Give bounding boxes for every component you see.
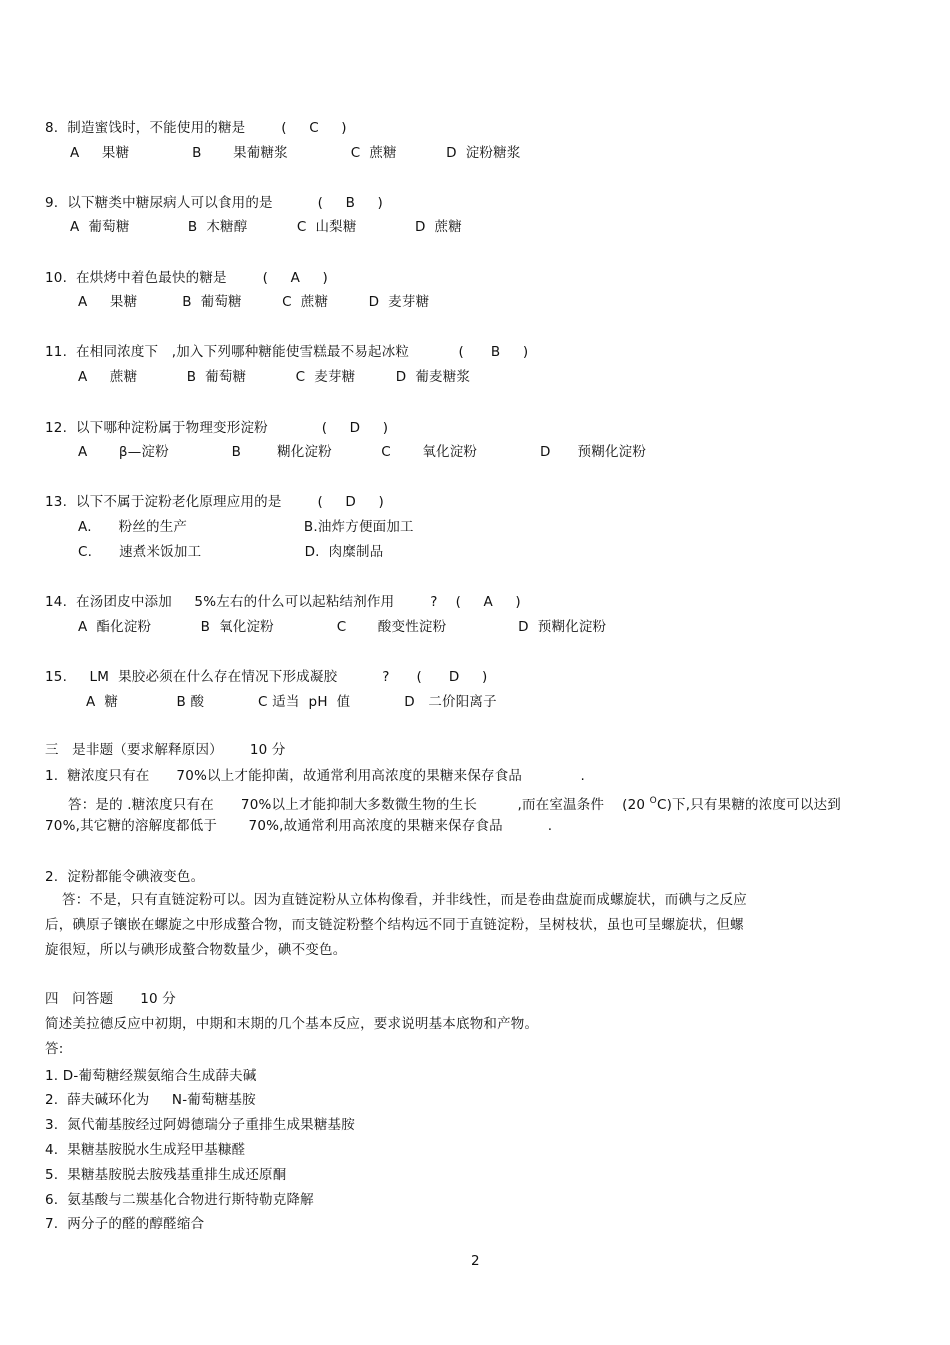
tf-answer-1-line-1: 答：是的 .糖浓度只有在 70%以上才能抑制大多数微生物的生长 ,而在室温条件 (20 $^O$C)下,只有果糖的浓度可以达到 bbox=[68, 796, 841, 813]
question-stem: 14. 在汤团皮中添加 5%左右的什么可以起粘结剂作用 ? ( A ) bbox=[45, 594, 521, 610]
question-options: A 酯化淀粉 B 氧化淀粉 C 酸变性淀粉 D 预糊化淀粉 bbox=[78, 619, 607, 635]
answer-item: 4. 果糖基胺脱水生成羟甲基糠醛 bbox=[45, 1142, 246, 1158]
tf-question-2: 2. 淀粉都能令碘液变色。 bbox=[45, 869, 205, 885]
answer-item: 2. 薛夫碱环化为 N-葡萄糖基胺 bbox=[45, 1092, 256, 1108]
section-heading: 四 问答题 10 分 bbox=[45, 991, 176, 1007]
page-number: 2 bbox=[471, 1253, 480, 1269]
tf-answer-1-line-2: 70%,其它糖的溶解度都低于 70%,故通常利用高浓度的果糖来保存食品 . bbox=[45, 818, 553, 834]
question-options: C. 速煮米饭加工 D. 肉糜制品 bbox=[78, 544, 384, 560]
tf-answer-2-line-2: 后，碘原子镶嵌在螺旋之中形成螯合物，而支链淀粉整个结构远不同于直链淀粉，呈树枝状，虽也可呈螺旋状，但螺 bbox=[45, 917, 744, 933]
question-stem: 10. 在烘烤中着色最快的糖是 ( A ) bbox=[45, 270, 328, 286]
question-options: A 葡萄糖 B 木糖醇 C 山梨糖 D 蔗糖 bbox=[70, 219, 462, 235]
answer-item: 7. 两分子的醛的醇醛缩合 bbox=[45, 1216, 205, 1232]
question-stem: 12. 以下哪种淀粉属于物理变形淀粉 ( D ) bbox=[45, 420, 389, 436]
short-answer-question: 简述美拉德反应中初期，中期和末期的几个基本反应，要求说明基本底物和产物。 bbox=[45, 1016, 539, 1032]
question-options: A 果糖 B 果葡糖浆 C 蔗糖 D 淀粉糖浆 bbox=[70, 145, 521, 161]
question-options: A. 粉丝的生产 B.油炸方便面加工 bbox=[78, 519, 414, 535]
question-stem: 11. 在相同浓度下 ,加入下列哪种糖能使雪糕最不易起冰粒 ( B ) bbox=[45, 344, 529, 360]
tf-question-1: 1. 糖浓度只有在 70%以上才能抑菌，故通常利用高浓度的果糖来保存食品 . bbox=[45, 768, 585, 784]
section-heading: 三 是非题（要求解释原因） 10 分 bbox=[45, 742, 286, 758]
question-options: A β—淀粉 B 糊化淀粉 C 氧化淀粉 D 预糊化淀粉 bbox=[78, 444, 647, 460]
answer-item: 3. 氮代葡基胺经过阿姆德瑞分子重排生成果糖基胺 bbox=[45, 1117, 355, 1133]
question-options: A 果糖 B 葡萄糖 C 蔗糖 D 麦芽糖 bbox=[78, 294, 430, 310]
answer-item: 6. 氨基酸与二羰基化合物进行斯特勒克降解 bbox=[45, 1192, 314, 1208]
question-options: A 蔗糖 B 葡萄糖 C 麦芽糖 D 葡麦糖浆 bbox=[78, 369, 471, 385]
question-stem: 9. 以下糖类中糖尿病人可以食用的是 ( B ) bbox=[45, 195, 383, 211]
question-stem: 15. LM 果胶必须在什么存在情况下形成凝胶 ? ( D ) bbox=[45, 669, 488, 685]
question-stem: 8. 制造蜜饯时，不能使用的糖是 ( C ) bbox=[45, 120, 347, 136]
tf-answer-2-line-3: 旋很短，所以与碘形成螯合物数量少，碘不变色。 bbox=[45, 942, 347, 958]
answer-item: 1. D-葡萄糖经羰氨缩合生成薛夫碱 bbox=[45, 1068, 257, 1084]
answer-item: 5. 果糖基胺脱去胺残基重排生成还原酮 bbox=[45, 1167, 287, 1183]
tf-answer-2-line-1: 答：不是，只有直链淀粉可以。因为直链淀粉从立体构像看，并非线性，而是卷曲盘旋而成螺旋状，而碘与之反应 bbox=[62, 892, 747, 908]
answer-label: 答: bbox=[45, 1041, 64, 1057]
question-options: A 糖 B 酸 C 适当 pH 值 D 二价阳离子 bbox=[86, 694, 497, 710]
question-stem: 13. 以下不属于淀粉老化原理应用的是 ( D ) bbox=[45, 494, 384, 510]
